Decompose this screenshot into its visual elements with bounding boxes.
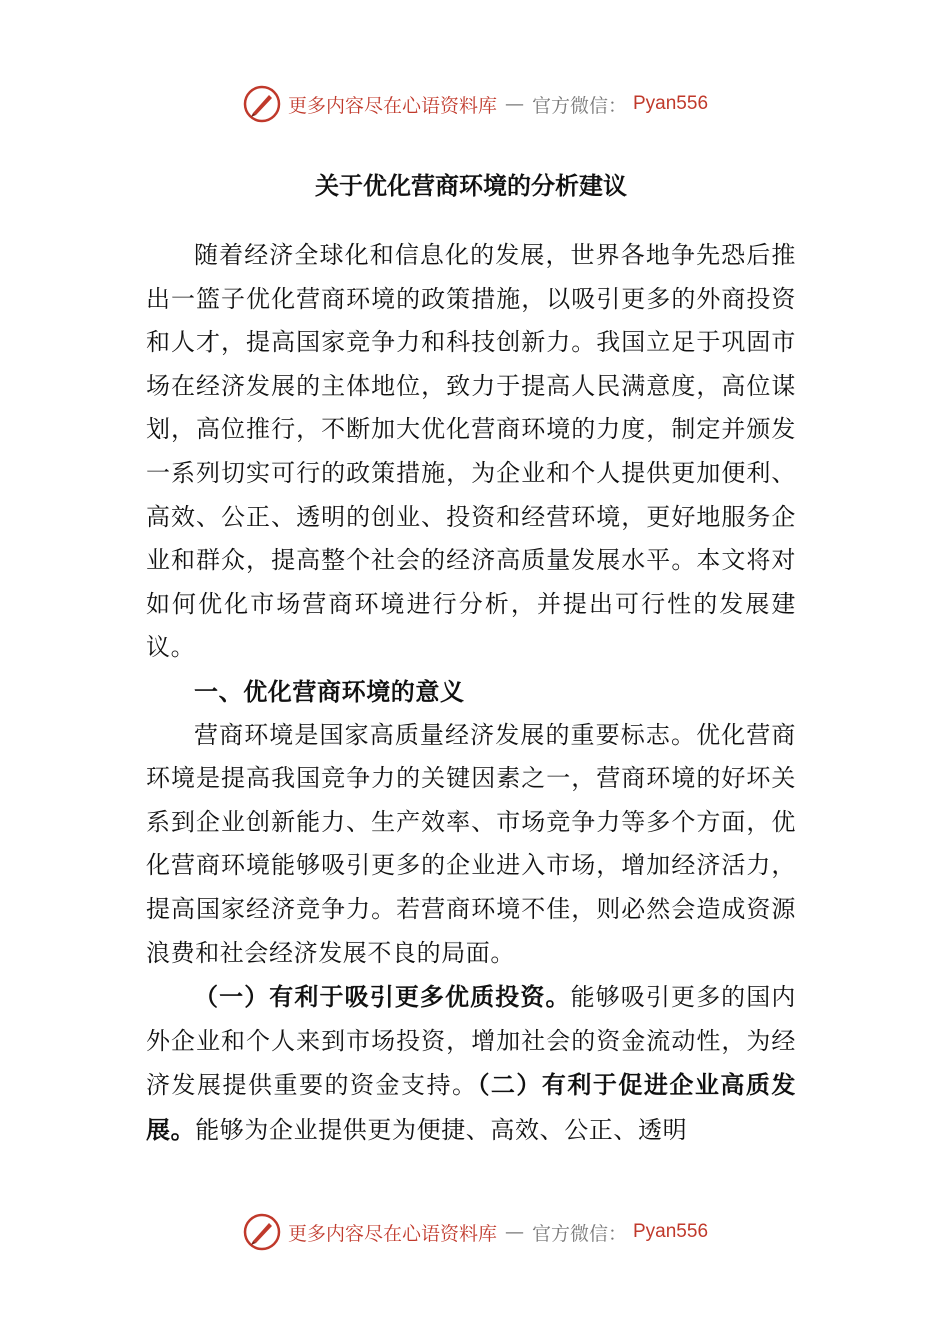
watermark-wechat-id: Pyan556 — [633, 1221, 709, 1242]
document-body — [146, 166, 796, 1152]
document-title: 关于优化营商环境的分析建议 — [315, 171, 627, 200]
watermark-separator: — — [504, 1221, 524, 1243]
point-1-title: （一）有利于吸引更多优质投资。 — [194, 982, 571, 1012]
point-1-body: 能够吸引更多的国内外企业和个人来到市场投资，增加社会的资金流动性，为经济发展提供重要的资金支持。 — [146, 983, 796, 1100]
point-2-title: （二）有利于促进企业高质发展。 — [146, 1070, 796, 1144]
point-2-body: 能够为企业提供更为便捷、高效、公正、透明 — [195, 1115, 688, 1144]
section-paragraph: 营商环境是国家高质量经济发展的重要标志。优化营商环境是提高我国竞争力的关键因素之一，营商环境的好坏关系到企业创新能力、生产效率、市场竞争力等多个方面，优化营商环境能够吸引更多的企业进入市场，增加经济活力，提高国家经济竞争力。若营商环境不佳，则必然会造成资源浪费和社会经济发展不良的局面。 — [146, 720, 796, 967]
watermark-separator: — — [504, 93, 524, 115]
section-heading: 一、优化营商环境的意义 — [194, 676, 465, 706]
watermark-main-text: 更多内容尽在心语资料库 — [287, 1222, 497, 1245]
watermark-sub-text: 官方微信： — [531, 94, 627, 117]
watermark-wechat-id: Pyan556 — [633, 93, 709, 114]
watermark-footer — [0, 1210, 950, 1254]
intro-paragraph: 随着经济全球化和信息化的发展，世界各地争先恐后推出一篮子优化营商环境的政策措施，以吸引更多的外商投资和人才，提高国家竞争力和科技创新力。我国立足于巩固市场在经济发展的主体地位，致力于提高人民满意度，高位谋划，高位推行，不断加大优化营商环境的力度，制定并颁发一系列切实可行的政策措施，为企业和个人提供更加便利、高效、公正、透明的创业、投资和经营环境，更好地服务企业和群众，提高整个社会的经济高质量发展水平。本文将对如何优化市场营商环境进行分析，并提出可行性的发展建议。 — [146, 241, 796, 662]
watermark-header — [0, 82, 950, 126]
pen-logo-icon — [242, 1212, 282, 1252]
points-paragraph — [146, 975, 796, 1152]
watermark-main-text: 更多内容尽在心语资料库 — [287, 94, 497, 117]
pen-logo-icon — [242, 84, 282, 124]
watermark-sub-text: 官方微信： — [531, 1222, 627, 1245]
